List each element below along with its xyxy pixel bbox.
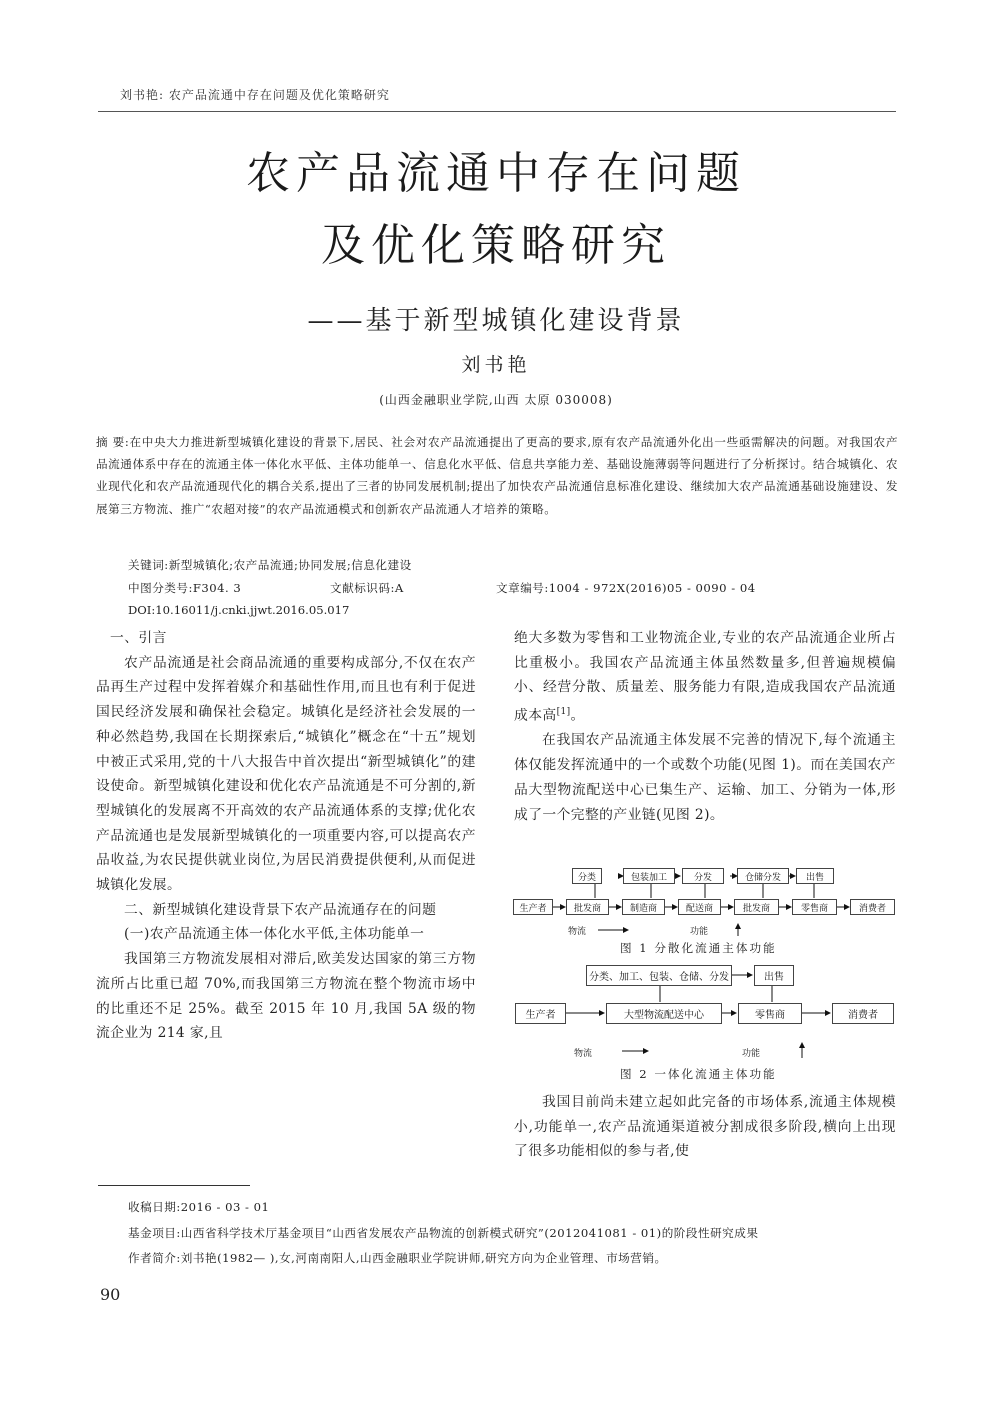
page-number: 90	[100, 1285, 121, 1304]
figure-2-caption: 图 2 一体化流通主体功能	[620, 1067, 777, 1081]
article-number: 文章编号:1004 - 972X(2016)05 - 0090 - 04	[496, 581, 756, 595]
fig1-flow-box: 配送商	[678, 899, 721, 915]
running-head: 刘书艳: 农产品流通中存在问题及优化策略研究	[120, 88, 390, 102]
paragraph-continued: 绝大多数为零售和工业物流企业,专业的农产品流通企业所占比重极小。我国农产品流通主体虽然数量多,但普遍规模偏小、经营分散、质量差、服务能力有限,造成我国农产品流通成本高[1]。	[514, 630, 896, 724]
right-column-continued	[514, 1090, 896, 1164]
fig1-flow-box: 制造商	[622, 899, 665, 915]
fig2-flow-box: 消费者	[832, 1003, 894, 1024]
section-heading-problems: 二、新型城镇化建设背景下农产品流通存在的问题	[124, 901, 437, 918]
right-column	[514, 626, 896, 827]
fig2-function-box: 分类、加工、包装、仓储、分发	[586, 965, 732, 986]
figure-1	[510, 860, 900, 940]
left-column	[96, 626, 476, 1046]
title-line-2: 及优化策略研究	[321, 220, 671, 271]
clc-number: 中图分类号:F304. 3	[128, 581, 242, 595]
paragraph-intro: 农产品流通是社会商品流通的重要构成部分,不仅在农产品再生产过程中发挥着媒介和基础性作用,而且也有利于促进国民经济发展和确保社会稳定。城镇化是经济社会发展的一种必然趋势,我国在长期探索后,“城镇化”概念在“十五”规划中被正式采用,党的十八大报告中首次提出“新型城镇化”的建设使命。新型城镇化建设和优化农产品流通是不可分割的,新型城镇化的发展离不开高效的农产品流通体系的支撑;优化农产品流通也是发展新型城镇化的一项重要内容,可以提高农产品收益,为农民提供就业岗位,为居民消费提供便利,从而促进城镇化发展。	[96, 654, 476, 894]
fig1-function-box: 仓储分发	[737, 868, 789, 884]
received-date: 收稿日期:2016 - 03 - 01	[128, 1200, 270, 1214]
fund-note: 基金项目:山西省科学技术厅基金项目“山西省发展农产品物流的创新模式研究”(2012041081 - 01)的阶段性研究成果	[128, 1226, 759, 1240]
fig2-flow-box: 大型物流配送中心	[606, 1003, 722, 1024]
figure-1-caption: 图 1 分散化流通主体功能	[620, 941, 777, 955]
fig2-legend-flow: 物流	[574, 1049, 593, 1059]
affiliation: (山西金融职业学院,山西 太原 030008)	[379, 393, 613, 407]
fig1-flow-box: 批发商	[734, 899, 779, 915]
author: 刘书艳	[461, 354, 531, 376]
fig2-legend-function: 功能	[742, 1049, 761, 1059]
fig1-flow-box: 消费者	[850, 899, 895, 915]
fig2-flow-box: 零售商	[738, 1003, 802, 1024]
abstract: 摘 要:在中央大力推进新型城镇化建设的背景下,居民、社会对农产品流通提出了更高的要求,原有农产品流通外化出一些亟需解决的问题。对我国农产品流通体系中存在的流通主体一体化水平低、主体功能单一、信息化水平低、信息共享能力差、基础设施薄弱等问题进行了分析探讨。结合城镇化、农业现代化和农产品流通现代化的耦合关系,提出了三者的协同发展机制;提出了加快农产品流通信息标准化建设、继续加大农产品流通基础设施建设、发展第三方物流、推广“农超对接”的农产品流通模式和创新农产品流通人才培养的策略。	[96, 435, 898, 516]
fig1-legend-function: 功能	[690, 927, 709, 937]
fig1-flow-box: 零售商	[792, 899, 837, 915]
paragraph-market-system: 我国目前尚未建立起如此完备的市场体系,流通主体规模小,功能单一,农产品流通渠道被分割成很多阶段,横向上出现了很多功能相似的参与者,使	[514, 1094, 896, 1160]
citation-ref: [1]	[556, 707, 571, 718]
fig1-function-box: 分发	[682, 868, 724, 884]
fig1-legend-flow: 物流	[568, 927, 587, 937]
doi: DOI:10.16011/j.cnki.jjwt.2016.05.017	[128, 603, 350, 617]
section-heading-intro: 一、引言	[110, 630, 167, 646]
title-line-1: 农产品流通中存在问题	[246, 148, 746, 199]
figure-2	[510, 962, 900, 1062]
fig1-flow-box: 批发商	[566, 899, 609, 915]
fig1-function-box: 包装加工	[623, 868, 675, 884]
footnote-rule	[98, 1185, 250, 1186]
paragraph-figure-intro: 在我国农产品流通主体发展不完善的情况下,每个流通主体仅能发挥流通中的一个或数个功能(见图 1)。而在美国农产品大型物流配送中心已集生产、运输、加工、分销为一体,形成了一个完整的产业链(见图 2)。	[514, 732, 896, 823]
header-rule	[98, 111, 896, 112]
paragraph-logistics: 我国第三方物流发展相对滞后,欧美发达国家的第三方物流所占比重已超 70%,而我国第三方物流在整个物流市场中的比重还不足 25%。截至 2015 年 10 月,我国 5A 级的物流企业为 214 家,且	[96, 951, 476, 1042]
keywords: 关键词:新型城镇化;农产品流通;协同发展;信息化建设	[128, 558, 412, 572]
author-bio: 作者简介:刘书艳(1982— ),女,河南南阳人,山西金融职业学院讲师,研究方向为企业管理、市场营销。	[128, 1251, 667, 1265]
fig2-function-box: 出售	[754, 965, 794, 986]
document-code: 文献标识码:A	[330, 581, 404, 595]
fig1-function-box: 分类	[572, 868, 602, 884]
fig1-function-box: 出售	[796, 868, 834, 884]
subtitle: ——基于新型城镇化建设背景	[307, 306, 685, 336]
fig1-flow-box: 生产者	[513, 899, 553, 915]
fig2-flow-box: 生产者	[515, 1003, 566, 1024]
subsection-heading-1: (一)农产品流通主体一体化水平低,主体功能单一	[124, 926, 425, 943]
